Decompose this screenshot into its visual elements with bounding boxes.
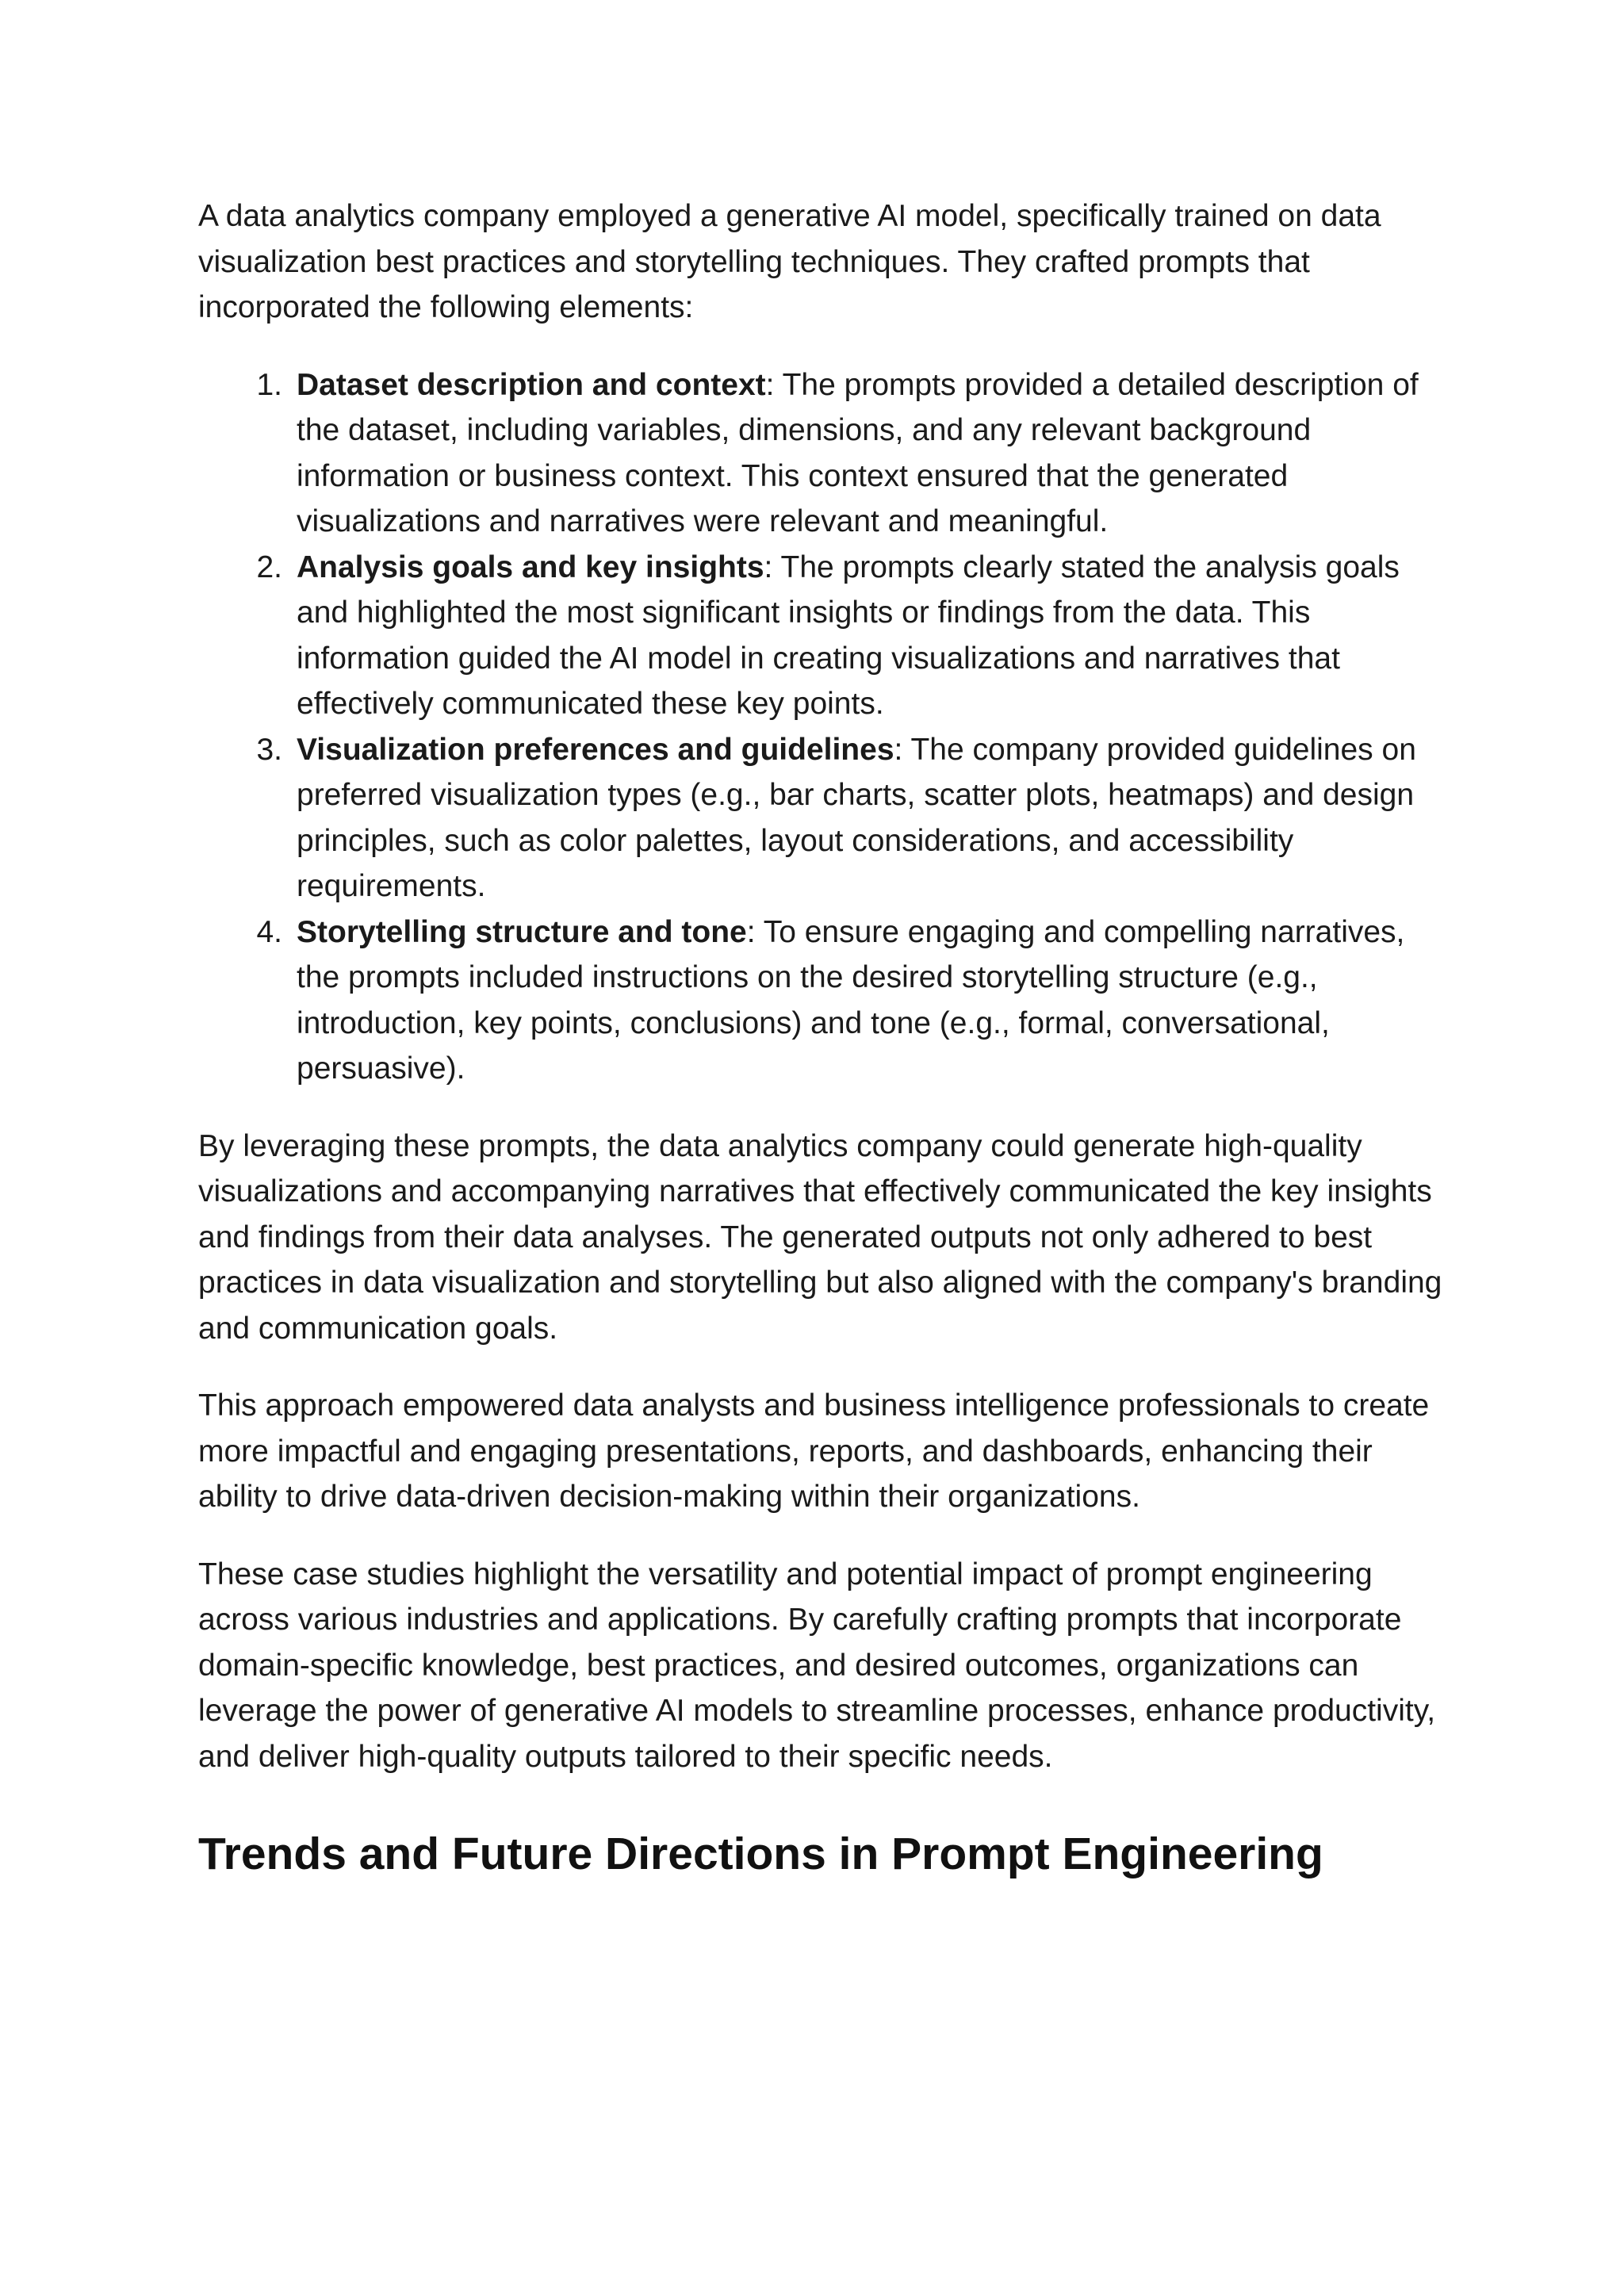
list-item-term: Analysis goals and key insights: [297, 550, 764, 584]
list-item: [256, 545, 1443, 727]
list-item-number: 4.: [256, 914, 282, 949]
list-item-term: Storytelling structure and tone: [297, 914, 747, 949]
list-item-text: : To ensure engaging and compelling narratives, the prompts included instructions on the desired storytelling structure (e.g., introduction, key points, conclusions) and tone (e.g., formal, conversational, persuasive).: [297, 914, 1405, 1086]
body-paragraph: By leveraging these prompts, the data analytics company could generate high-quality visualizations and accompanying narratives that effectively communicated the key insights and findings from their data analyses. The generated outputs not only adhered to best practices in data visualization and storytelling but also aligned with the company's branding and communication goals.: [198, 1128, 1442, 1346]
list-item: [256, 362, 1443, 545]
elements-list: [198, 362, 1443, 1092]
section-heading: Trends and Future Directions in Prompt Engineering: [198, 1829, 1323, 1879]
document-page: [198, 193, 1443, 1881]
body-paragraph: This approach empowered data analysts and business intelligence professionals to create more impactful and engaging presentations, reports, and dashboards, enhancing their ability to drive data-driven decision-making within their organizations.: [198, 1388, 1430, 1514]
list-item-number: 1.: [256, 367, 282, 402]
list-item-term: Visualization preferences and guidelines: [297, 732, 894, 767]
list-item-number: 3.: [256, 732, 282, 767]
list-item: [256, 910, 1443, 1092]
intro-paragraph: A data analytics company employed a generative AI model, specifically trained on data visualization best practices and storytelling techniques. They crafted prompts that incorporated the following elements:: [198, 199, 1381, 324]
list-item: [256, 727, 1443, 910]
list-item-text: : The prompts provided a detailed description of the dataset, including variables, dimensions, and any relevant background information or business context. This context ensured that the generated visualizations and narratives were relevant and meaningful.: [297, 367, 1419, 538]
list-item-number: 2.: [256, 550, 282, 584]
list-item-text: : The company provided guidelines on preferred visualization types (e.g., bar charts, scatter plots, heatmaps) and design principles, such as color palettes, layout considerations, and accessibility requirements.: [297, 732, 1416, 903]
list-item-term: Dataset description and context: [297, 367, 766, 402]
body-paragraph: These case studies highlight the versatility and potential impact of prompt engineering across various industries and applications. By carefully crafting prompts that incorporate domain-specific knowledge, best practices, and desired outcomes, organizations can leverage the power of generative AI models to streamline processes, enhance productivity, and deliver high-quality outputs tailored to their specific needs.: [198, 1557, 1436, 1774]
list-item-text: : The prompts clearly stated the analysis goals and highlighted the most significant insights or findings from the data. This information guided the AI model in creating visualizations and narratives that effectively communicated these key points.: [297, 550, 1400, 721]
